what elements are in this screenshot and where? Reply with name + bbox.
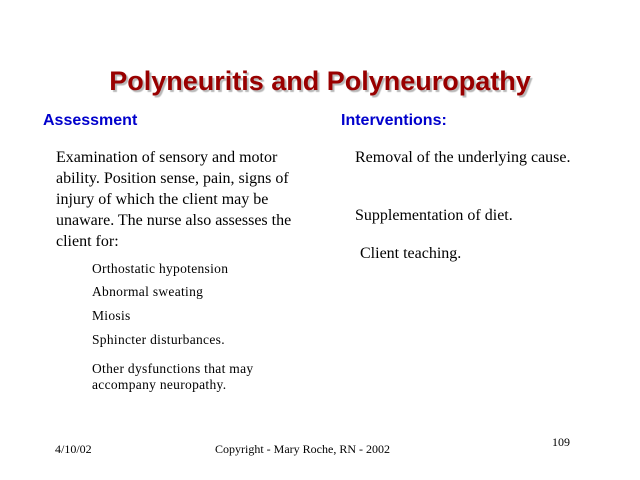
intervention-item: Removal of the underlying cause. [355, 149, 571, 166]
assessment-item: Miosis [92, 308, 131, 323]
interventions-heading: Interventions: [341, 112, 447, 129]
assessment-paragraph: Examination of sensory and motor ability. Position sense, pain, signs of injury of which the client may be unaware. The nurse also assesses the client for: [56, 149, 292, 250]
intervention-item: Supplementation of diet. [355, 207, 513, 224]
assessment-item: Other dysfunctions that may accompany neuropathy. [92, 361, 254, 392]
assessment-item: Orthostatic hypotension [92, 261, 229, 276]
assessment-heading: Assessment [43, 112, 138, 129]
footer-copyright: Copyright - Mary Roche, RN - 2002 [215, 442, 390, 456]
slide-title: Polyneuritis and Polyneuropathy [109, 66, 531, 96]
assessment-item: Abnormal sweating [92, 284, 204, 299]
intervention-item: Client teaching. [360, 245, 462, 262]
footer-date: 4/10/02 [55, 442, 92, 456]
page-number: 109 [552, 435, 570, 449]
assessment-item: Sphincter disturbances. [92, 332, 225, 347]
